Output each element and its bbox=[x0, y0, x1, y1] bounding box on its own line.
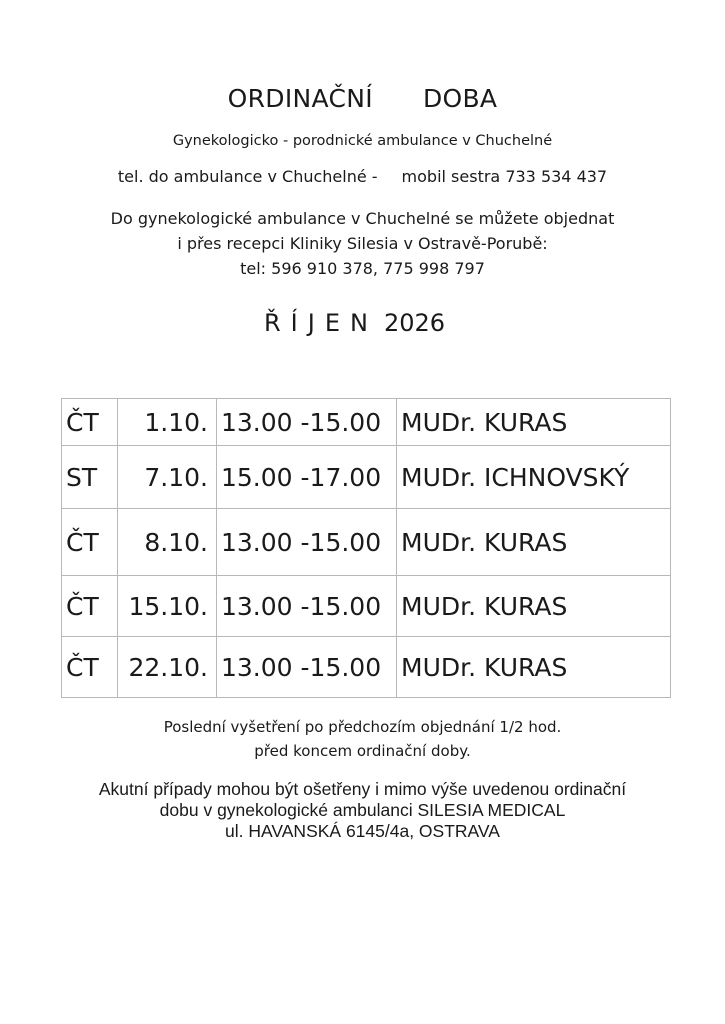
month-year: 2026 bbox=[383, 309, 446, 337]
schedule-date: 15.10. bbox=[118, 576, 217, 637]
schedule-day: ČT bbox=[62, 399, 118, 446]
schedule-doctor: MUDr. KURAS bbox=[397, 509, 671, 576]
schedule-day: ČT bbox=[62, 637, 118, 698]
schedule-row bbox=[62, 509, 671, 576]
schedule-doctor: MUDr. ICHNOVSKÝ bbox=[397, 446, 671, 509]
schedule-table bbox=[61, 398, 671, 698]
schedule-time: 13.00 -15.00 bbox=[217, 399, 397, 446]
schedule-row bbox=[62, 576, 671, 637]
schedule-doctor: MUDr. KURAS bbox=[397, 399, 671, 446]
booking-line-2: i přes recepci Kliniky Silesia v Ostravě-Porubě: bbox=[177, 234, 548, 253]
schedule-date: 8.10. bbox=[118, 509, 217, 576]
phone-value: mobil sestra 733 534 437 bbox=[401, 167, 608, 186]
phone-label: tel. do ambulance v Chuchelné - bbox=[117, 167, 378, 186]
note-line-2: před koncem ordinační doby. bbox=[254, 742, 471, 760]
schedule-time: 13.00 -15.00 bbox=[217, 576, 397, 637]
schedule-time: 15.00 -17.00 bbox=[217, 446, 397, 509]
month-name: ŘÍJEN bbox=[264, 309, 378, 337]
subtitle: Gynekologicko - porodnické ambulance v Chuchelné bbox=[172, 133, 553, 149]
schedule-date: 7.10. bbox=[118, 446, 217, 509]
page-title bbox=[0, 84, 725, 113]
month-heading bbox=[264, 309, 445, 337]
schedule-doctor: MUDr. KURAS bbox=[397, 576, 671, 637]
title-part-1: ORDINAČNÍ bbox=[227, 84, 373, 113]
booking-line-3: tel: 596 910 378, 775 998 797 bbox=[240, 259, 485, 278]
schedule-day: ČT bbox=[62, 509, 118, 576]
schedule-time: 13.00 -15.00 bbox=[217, 509, 397, 576]
schedule-row bbox=[62, 446, 671, 509]
acute-line-1: Akutní případy mohou být ošetřeny i mimo výše uvedenou ordinační bbox=[98, 779, 627, 799]
schedule-day: ST bbox=[62, 446, 118, 509]
title-part-2: DOBA bbox=[422, 84, 498, 113]
schedule-doctor: MUDr. KURAS bbox=[397, 637, 671, 698]
schedule-day: ČT bbox=[62, 576, 118, 637]
schedule-date: 22.10. bbox=[118, 637, 217, 698]
acute-cases-info bbox=[0, 779, 725, 842]
booking-info bbox=[0, 206, 725, 281]
note-line-1: Poslední vyšetření po předchozím objednání 1/2 hod. bbox=[163, 718, 562, 736]
acute-line-2: dobu v gynekologické ambulanci SILESIA MEDICAL bbox=[159, 800, 566, 820]
acute-line-3: ul. HAVANSKÁ 6145/4a, OSTRAVA bbox=[225, 821, 500, 841]
booking-line-1: Do gynekologické ambulance v Chuchelné se můžete objednat bbox=[110, 209, 615, 228]
schedule-time: 13.00 -15.00 bbox=[217, 637, 397, 698]
schedule-row bbox=[62, 399, 671, 446]
schedule-row bbox=[62, 637, 671, 698]
phone-line bbox=[0, 167, 725, 186]
last-exam-note bbox=[0, 715, 725, 763]
schedule-date: 1.10. bbox=[118, 399, 217, 446]
schedule-body bbox=[62, 399, 671, 698]
